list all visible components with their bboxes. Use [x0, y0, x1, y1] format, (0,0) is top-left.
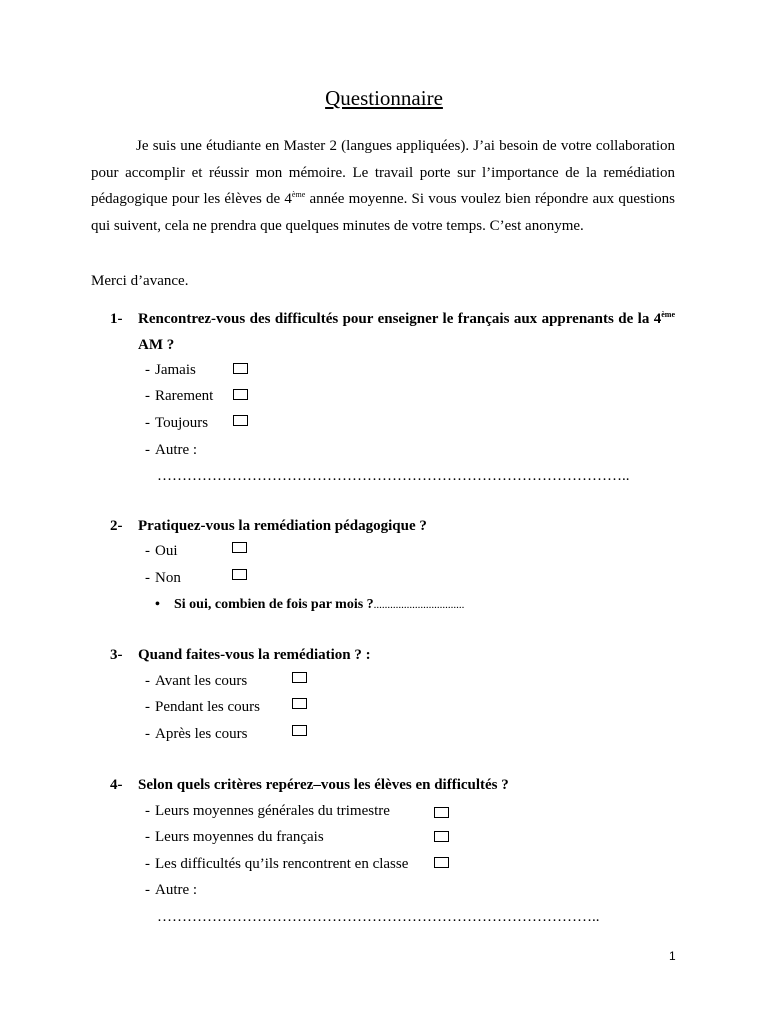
q3-option-avant: - Avant les cours	[145, 673, 248, 689]
q1-option-rarement: - Rarement	[145, 388, 214, 404]
q3-option-apres: - Après les cours	[145, 726, 248, 742]
question-1-superscript: ème	[661, 310, 675, 319]
q3-checkbox-avant[interactable]	[292, 672, 307, 683]
q4-checkbox-moyennes-generales[interactable]	[434, 807, 449, 818]
q2-checkbox-oui[interactable]	[232, 542, 247, 553]
q4-option-difficultes: - Les difficultés qu’ils rencontrent en classe	[145, 856, 409, 872]
q4-answer-line[interactable]: ……………………………………………………………………………..	[157, 909, 600, 925]
q4-checkbox-moyennes-francais[interactable]	[434, 831, 449, 842]
question-2-text: Pratiquez-vous la remédiation pédagogique ?	[138, 518, 427, 534]
bullet-icon: •	[155, 597, 160, 612]
intro-text-part2: année moyenne. Si vous voulez bien répondre aux questions qui suivent, cela ne prendra que quelques minutes de votre temps. C’est anonyme.	[91, 191, 675, 234]
q1-checkbox-jamais[interactable]	[233, 363, 248, 374]
q2-option-non: - Non	[145, 570, 181, 586]
q2-checkbox-non[interactable]	[232, 569, 247, 580]
q3-option-pendant: - Pendant les cours	[145, 699, 260, 715]
intro-paragraph	[91, 133, 675, 239]
q1-answer-line[interactable]: …………………………………………………………………………………..	[157, 468, 630, 484]
q1-option-autre: - Autre :	[145, 442, 198, 458]
q2-followup: • Si oui, combien de fois par mois ?.................................	[155, 597, 465, 612]
q4-checkbox-difficultes[interactable]	[434, 857, 449, 868]
question-1-text-a: Rencontrez-vous des difficultés pour enseigner le français aux apprenants de la 4	[138, 311, 662, 327]
q4-option-moyennes-francais: - Leurs moyennes du français	[145, 829, 324, 845]
q4-option-moyennes-generales: - Leurs moyennes générales du trimestre	[145, 803, 390, 819]
question-2-number: 2-	[110, 518, 123, 534]
q3-checkbox-pendant[interactable]	[292, 698, 307, 709]
question-1-number: 1-	[110, 311, 123, 327]
thanks-line: Merci d’avance.	[91, 273, 189, 289]
question-3-text: Quand faites-vous la remédiation ? :	[138, 647, 371, 663]
intro-text-part1: Je suis une étudiante en Master 2 (langues appliquées). J’ai besoin de votre collaboration pour accomplir et réussir mon mémoire. Le travail porte sur l’importance de la remédiation pédagogique pour les élèves de 4	[91, 138, 675, 208]
q1-checkbox-toujours[interactable]	[233, 415, 248, 426]
question-1-text-b: AM ?	[138, 337, 175, 353]
q1-checkbox-rarement[interactable]	[233, 389, 248, 400]
q2-followup-answer-line[interactable]: .................................	[373, 599, 465, 611]
question-3-number: 3-	[110, 647, 123, 663]
question-4-number: 4-	[110, 777, 123, 793]
intro-superscript: ème	[291, 190, 306, 200]
page-number: 1	[669, 949, 676, 963]
question-1-text	[138, 306, 675, 358]
document-title: Questionnaire	[325, 86, 443, 110]
q3-checkbox-apres[interactable]	[292, 725, 307, 736]
question-4-text: Selon quels critères repérez–vous les élèves en difficultés ?	[138, 777, 509, 793]
q2-option-oui: - Oui	[145, 543, 178, 559]
q1-option-toujours: - Toujours	[145, 415, 209, 431]
q4-option-autre: - Autre :	[145, 882, 198, 898]
q1-option-jamais: - Jamais	[145, 362, 196, 378]
